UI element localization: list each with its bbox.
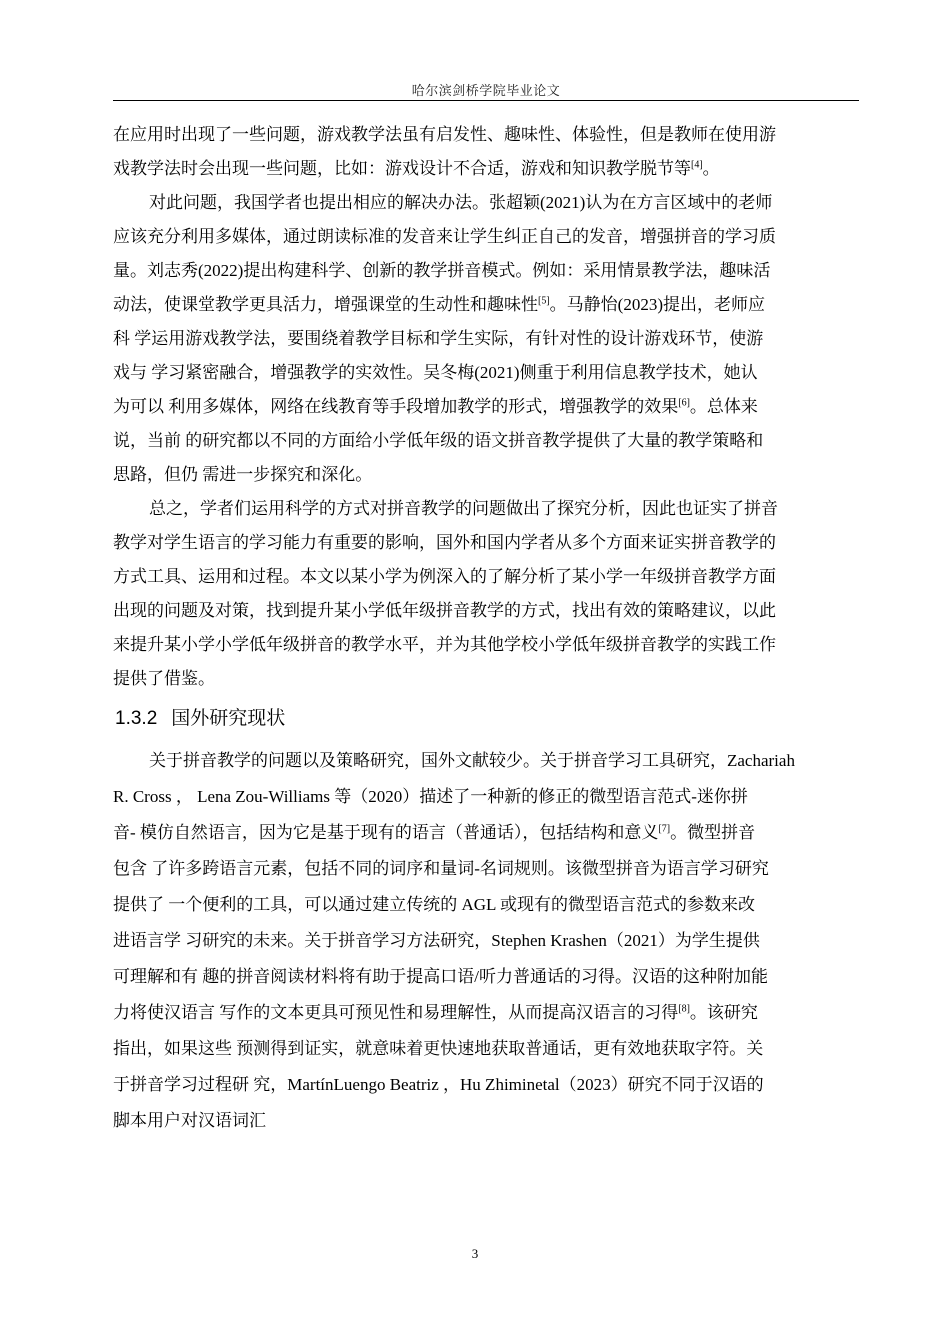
section-heading (113, 700, 859, 737)
text-line: 戏与 学习紧密融合，增强教学的实效性。吴冬梅(2021)侧重于利用信息教学技术，她认 (113, 363, 758, 382)
section-title: 国外研究现状 (171, 707, 286, 729)
text-line: 来提升某小学小学低年级拼音的教学水平，并为其他学校小学低年级拼音教学的实践工作 (113, 635, 776, 654)
text-line: 总之，学者们运用科学的方式对拼音教学的问题做出了探究分析，因此也证实了拼音 (149, 499, 778, 518)
text-line: 包含 了许多跨语言元素，包括不同的词序和量词-名词规则。该微型拼音为语言学习研究 (113, 859, 769, 878)
text-line: 量。刘志秀(2022)提出构建科学、创新的教学拼音模式。例如：采用情景教学法，趣味活 (113, 261, 771, 280)
text-line: 进语言学 习研究的未来。关于拼音学习方法研究，Stephen Krashen（2021）为学生提供 (113, 931, 760, 950)
text-line: 出现的问题及对策，找到提升某小学低年级拼音教学的方式，找出有效的策略建议，以此 (113, 601, 776, 620)
text-line: 方式工具、运用和过程。本文以某小学为例深入的了解分析了某小学一年级拼音教学方面 (113, 567, 776, 586)
citation-ref: [5] (538, 295, 550, 307)
section-number: 1.3.2 (115, 708, 158, 729)
text-line: 科 学运用游戏教学法，要围绕着教学目标和学生实际，有针对性的设计游戏环节，使游 (113, 329, 764, 348)
text-line: 力将使汉语言 写作的文本更具可预见性和易理解性，从而提高汉语言的习得[8]。该研究 (113, 1003, 758, 1022)
page-body (113, 118, 859, 1139)
text-line: 提供了 一个便利的工具，可以通过建立传统的 AGL 或现有的微型语言范式的参数来改 (113, 895, 756, 914)
text-line: 提供了借鉴。 (113, 669, 215, 688)
text-line: 关于拼音教学的问题以及策略研究，国外文献较少。关于拼音学习工具研究，Zachariah (149, 751, 795, 770)
citation-ref: [7] (658, 823, 671, 835)
paragraph-3 (113, 492, 859, 696)
running-header: 哈尔滨剑桥学院毕业论文 (411, 83, 561, 98)
text-line: 可理解和有 趣的拼音阅读材料将有助于提高口语/听力普通话的习得。汉语的这种附加能 (113, 967, 768, 986)
text-line: 指出，如果这些 预测得到证实，就意味着更快速地获取普通话，更有效地获取字符。关 (113, 1039, 764, 1058)
text-line: 脚本用户对汉语词汇 (113, 1111, 266, 1130)
paragraph-2 (113, 186, 859, 492)
text-line: 戏教学法时会出现一些问题，比如：游戏设计不合适，游戏和知识教学脱节等[4]。 (113, 159, 720, 178)
page-number: 3 (471, 1246, 479, 1261)
text-line: 说，当前 的研究都以不同的方面给小学低年级的语文拼音教学提供了大量的教学策略和 (113, 431, 764, 450)
text-line: R. Cross ， Lena Zou-Williams 等（2020）描述了一种新的修正的微型语言范式-迷你拼 (113, 787, 748, 806)
header-rule (113, 100, 859, 101)
text-line: 音- 模仿自然语言，因为它是基于现有的语言（普通话），包括结构和意义[7]。微型拼音 (113, 823, 756, 842)
text-line: 在应用时出现了一些问题，游戏教学法虽有启发性、趣味性、体验性，但是教师在使用游 (113, 125, 776, 144)
citation-ref: [4] (691, 159, 703, 171)
paragraph-4 (113, 743, 859, 1139)
text-line: 于拼音学习过程研 究，MartínLuengo Beatriz ，Hu Zhiminetal（2023）研究不同于汉语的 (113, 1075, 764, 1094)
text-line: 应该充分利用多媒体，通过朗读标准的发音来让学生纠正自己的发音，增强拼音的学习质 (113, 227, 776, 246)
citation-ref: [8] (678, 1003, 690, 1015)
paragraph-1 (113, 118, 859, 186)
text-line: 思路，但仍 需进一步探究和深化。 (113, 465, 373, 484)
text-line: 为可以 利用多媒体，网络在线教育等手段增加教学的形式，增强教学的效果[6]。总体来 (113, 397, 758, 416)
citation-ref: [6] (678, 397, 690, 409)
text-line: 动法，使课堂教学更具活力，增强课堂的生动性和趣味性[5]。马静怡(2023)提出，老师应 (113, 295, 765, 314)
text-line: 对此问题，我国学者也提出相应的解决办法。张超颖(2021)认为在方言区域中的老师 (149, 193, 773, 212)
text-line: 教学对学生语言的学习能力有重要的影响，国外和国内学者从多个方面来证实拼音教学的 (113, 533, 776, 552)
